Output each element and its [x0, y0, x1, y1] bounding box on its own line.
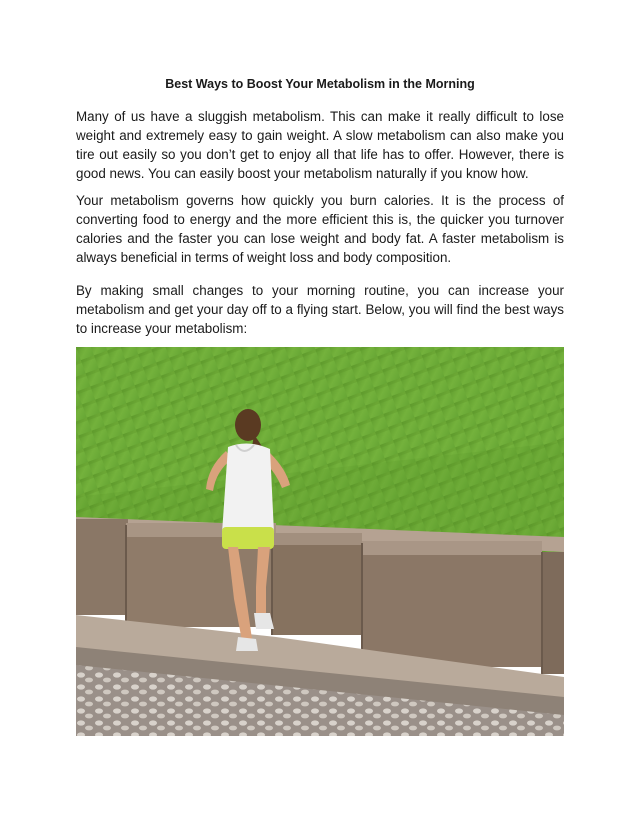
paragraph-1: Many of us have a sluggish metabolism. This can make it really difficult to lose weight and extremely easy to gain weight. A slow metabolism can also make you tire out easily so you don’t get to enjoy all that life has to offer. However, there is good news. You can easily boost your metabolism naturally if you know how.: [76, 109, 564, 181]
runner-photo: [76, 347, 564, 736]
planter-5: [542, 552, 564, 674]
planter-3: [272, 535, 362, 635]
paragraph-3: By making small changes to your morning routine, you can increase your metabolism and get your day off to a flying start. Below, you will find the best ways to increase your metabolism:: [76, 283, 564, 336]
planter-1: [76, 519, 128, 615]
planter-3-top: [272, 533, 362, 545]
document-title: Best Ways to Boost Your Metabolism in the Morning: [165, 77, 475, 91]
runner-photo-illustration: [76, 347, 564, 736]
paragraph-2: Your metabolism governs how quickly you burn calories. It is the process of converting food to energy and the more efficient this is, the quicker you turnover calories and the faster you can lose weight and body fat. A faster metabolism is always beneficial in terms of weight loss and body composition.: [76, 193, 564, 265]
planter-4-top: [362, 541, 542, 555]
planter-4: [362, 543, 542, 667]
